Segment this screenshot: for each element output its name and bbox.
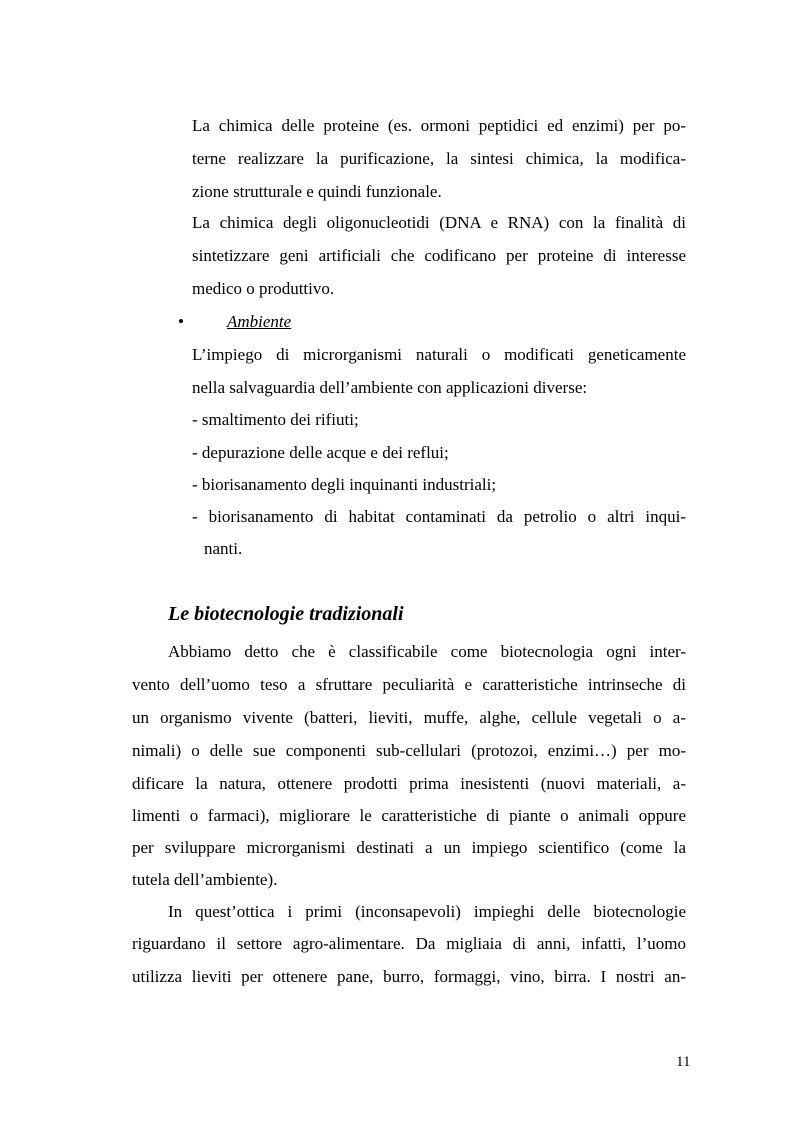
text-line: sintetizzare geni artificiali che codificano per proteine di interesse xyxy=(192,246,686,265)
bullet-icon: • xyxy=(178,312,184,331)
bullet-label: Ambiente xyxy=(227,312,292,331)
text-line: medico o produttivo. xyxy=(192,279,335,298)
list-item: - biorisanamento degli inquinanti industriali; xyxy=(192,475,497,494)
paragraph-line: vento dell’uomo teso a sfruttare peculiarità e caratteristiche intrinseche di xyxy=(132,675,686,694)
paragraph-line: dificare la natura, ottenere prodotti prima inesistenti (nuovi materiali, a- xyxy=(132,774,686,793)
text-line: La chimica degli oligonucleotidi (DNA e RNA) con la finalità di xyxy=(192,213,686,232)
paragraph-line: nimali) o delle sue componenti sub-cellulari (protozoi, enzimi…) per mo- xyxy=(132,741,686,760)
paragraph-line: limenti o farmaci), migliorare le caratteristiche di piante o animali oppure xyxy=(132,806,686,825)
paragraph-line: utilizza lieviti per ottenere pane, burro, formaggi, vino, birra. I nostri an- xyxy=(132,967,686,986)
text-line: L’impiego di microrganismi naturali o modificati geneticamente xyxy=(192,345,686,364)
list-item-continuation: nanti. xyxy=(204,539,243,558)
list-item: - biorisanamento di habitat contaminati da petrolio o altri inqui- xyxy=(192,507,686,526)
paragraph-line: per sviluppare microrganismi destinati a un impiego scientifico (come la xyxy=(132,838,686,857)
page-number: 11 xyxy=(676,1054,691,1070)
paragraph-line: In quest’ottica i primi (inconsapevoli) impieghi delle biotecnologie xyxy=(168,902,686,921)
paragraph-line: riguardano il settore agro-alimentare. Da migliaia di anni, infatti, l’uomo xyxy=(132,934,686,953)
list-item: - smaltimento dei rifiuti; xyxy=(192,410,359,429)
text-line: nella salvaguardia dell’ambiente con applicazioni diverse: xyxy=(192,378,588,397)
list-item: - depurazione delle acque e dei reflui; xyxy=(192,443,449,462)
paragraph-line: tutela dell’ambiente). xyxy=(132,870,278,889)
text-line: La chimica delle proteine (es. ormoni peptidici ed enzimi) per po- xyxy=(192,116,686,135)
text-line: terne realizzare la purificazione, la sintesi chimica, la modifica- xyxy=(192,149,686,168)
text-line: zione strutturale e quindi funzionale. xyxy=(192,182,442,201)
paragraph-line: un organismo vivente (batteri, lieviti, muffe, alghe, cellule vegetali o a- xyxy=(132,708,686,727)
section-heading: Le biotecnologie tradizionali xyxy=(168,603,404,625)
paragraph-line: Abbiamo detto che è classificabile come biotecnologia ogni inter- xyxy=(168,642,686,661)
